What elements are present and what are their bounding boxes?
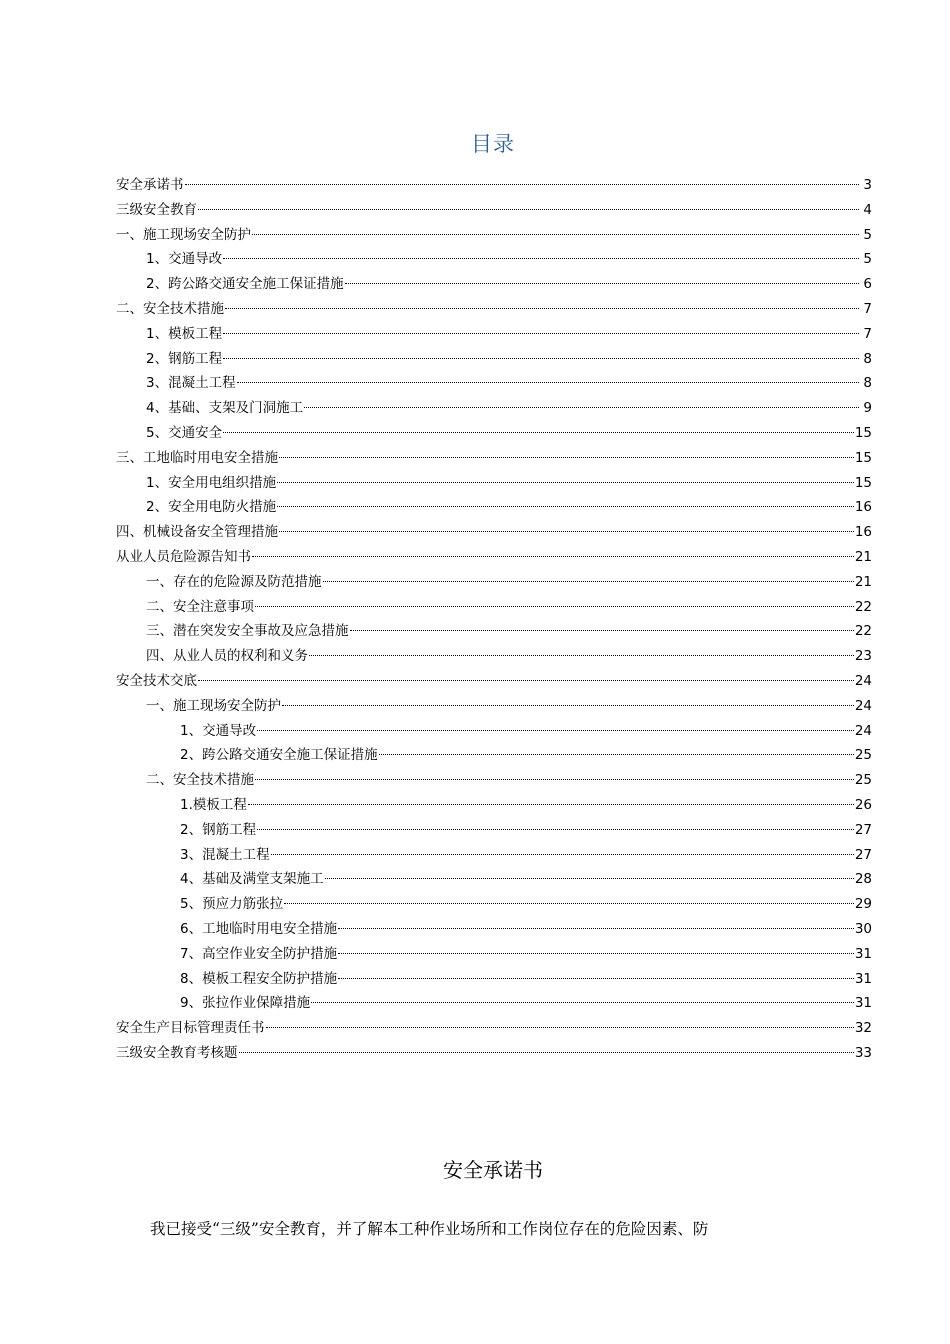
toc-leader-dots xyxy=(255,763,854,780)
toc-leader-dots xyxy=(311,986,854,1003)
toc-leader-dots xyxy=(223,416,854,433)
toc-entry-label: 1、模板工程 xyxy=(146,325,223,342)
toc-entry-page: 15 xyxy=(854,474,872,491)
toc-leader-dots xyxy=(284,887,854,904)
toc-entry-label: 二、安全技术措施 xyxy=(146,772,254,789)
toc-entry-label: 2、钢筋工程 xyxy=(180,821,257,838)
toc-leader-dots xyxy=(309,639,854,656)
toc-entry-label: 1、安全用电组织措施 xyxy=(146,474,277,491)
toc-leader-dots xyxy=(225,292,859,309)
toc-entry-label: 一、存在的危险源及防范措施 xyxy=(146,573,322,590)
toc-entry-label: 3、混凝土工程 xyxy=(146,375,236,392)
toc-entry[interactable] xyxy=(116,1040,872,1065)
toc-entry-page: 15 xyxy=(854,449,872,466)
toc-entry-label: 7、高空作业安全防护措施 xyxy=(180,945,338,962)
toc-leader-dots xyxy=(304,391,859,408)
toc-entry-label: 6、工地临时用电安全措施 xyxy=(180,920,338,937)
toc-entry-page: 16 xyxy=(854,524,872,541)
toc-leader-dots xyxy=(338,937,854,954)
toc-leader-dots xyxy=(279,515,854,532)
toc-leader-dots xyxy=(252,540,854,557)
toc-leader-dots xyxy=(257,813,854,830)
toc-entry-label: 5、预应力筋张拉 xyxy=(180,896,284,913)
toc-entry-label: 1.模板工程 xyxy=(180,796,247,813)
toc-entry-label: 2、跨公路交通安全施工保证措施 xyxy=(180,747,378,764)
toc-leader-dots xyxy=(223,317,859,334)
toc-leader-dots xyxy=(277,466,854,483)
toc-entry-page: 21 xyxy=(854,548,872,565)
toc-entry-label: 2、安全用电防火措施 xyxy=(146,499,277,516)
toc-entry-label: 2、跨公路交通安全施工保证措施 xyxy=(146,276,344,293)
toc-leader-dots xyxy=(223,242,859,259)
toc-entry-page: 27 xyxy=(854,846,872,863)
toc-entry-label: 三、工地临时用电安全措施 xyxy=(116,449,278,466)
toc-leader-dots xyxy=(345,267,859,284)
toc-entry-label: 安全承诺书 xyxy=(116,177,184,193)
toc-entry-label: 1、交通导改 xyxy=(180,722,257,739)
toc-entry-page: 28 xyxy=(854,871,872,888)
toc-entry-page: 32 xyxy=(854,1020,872,1037)
toc-leader-dots xyxy=(198,664,854,681)
toc-entry-page: 5 xyxy=(863,251,872,268)
toc-entry-page: 9 xyxy=(863,400,872,417)
toc-title: 目录 xyxy=(471,132,515,156)
toc-entry-label: 5、交通安全 xyxy=(146,424,223,441)
toc-leader-dots xyxy=(248,788,854,805)
toc-entry-page: 30 xyxy=(854,920,872,937)
toc-leader-dots xyxy=(323,565,854,582)
toc-entry-page: 3 xyxy=(863,177,872,193)
toc-entry-page: 23 xyxy=(854,648,872,665)
toc-entry-page: 21 xyxy=(854,573,872,590)
table-of-contents xyxy=(116,172,872,1065)
toc-leader-dots xyxy=(350,614,854,631)
toc-entry-label: 1、交通导改 xyxy=(146,251,223,268)
toc-entry-page: 7 xyxy=(863,325,872,342)
toc-entry-page: 27 xyxy=(854,821,872,838)
toc-entry-page: 22 xyxy=(854,623,872,640)
toc-entry-page: 31 xyxy=(854,995,872,1012)
toc-leader-dots xyxy=(271,838,854,855)
toc-leader-dots xyxy=(379,738,854,755)
toc-entry-page: 31 xyxy=(854,945,872,962)
toc-entry-label: 3、混凝土工程 xyxy=(180,846,270,863)
toc-entry-page: 15 xyxy=(854,424,872,441)
toc-entry-label: 一、施工现场安全防护 xyxy=(146,697,281,714)
toc-leader-dots xyxy=(279,441,854,458)
toc-entry-page: 25 xyxy=(854,747,872,764)
toc-entry-page: 22 xyxy=(854,598,872,615)
toc-entry-page: 24 xyxy=(854,697,872,714)
toc-entry-label: 四、机械设备安全管理措施 xyxy=(116,524,278,541)
toc-leader-dots xyxy=(325,862,854,879)
toc-entry-page: 33 xyxy=(854,1044,872,1061)
toc-leader-dots xyxy=(338,962,854,979)
toc-leader-dots xyxy=(252,218,859,235)
toc-entry-label: 三级安全教育考核题 xyxy=(116,1044,238,1061)
toc-entry-page: 31 xyxy=(854,970,872,987)
toc-leader-dots xyxy=(237,366,859,383)
toc-entry-page: 8 xyxy=(863,375,872,392)
toc-leader-dots xyxy=(255,590,854,607)
toc-leader-dots xyxy=(198,193,859,210)
toc-entry-label: 2、钢筋工程 xyxy=(146,350,223,367)
toc-entry-page: 16 xyxy=(854,499,872,516)
toc-entry-page: 25 xyxy=(854,772,872,789)
toc-entry-label: 四、从业人员的权利和义务 xyxy=(146,648,308,665)
toc-entry-label: 二、安全技术措施 xyxy=(116,300,224,317)
toc-leader-dots xyxy=(338,912,854,929)
toc-leader-dots xyxy=(185,168,860,185)
toc-entry-label: 4、基础及满堂支架施工 xyxy=(180,871,324,888)
toc-entry-label: 二、安全注意事项 xyxy=(146,598,254,615)
body-paragraph: 我已接受“三级”安全教育，并了解本工种作业场所和工作岗位存在的危险因素、防 xyxy=(150,1220,709,1238)
toc-entry-label: 三、潜在突发安全事故及应急措施 xyxy=(146,623,349,640)
section-title: 安全承诺书 xyxy=(443,1158,543,1182)
toc-leader-dots xyxy=(277,490,854,507)
toc-entry-label: 4、基础、支架及门洞施工 xyxy=(146,400,304,417)
toc-entry-label: 三级安全教育 xyxy=(116,201,197,218)
toc-entry-label: 安全生产目标管理责任书 xyxy=(116,1020,265,1037)
toc-entry-page: 8 xyxy=(863,350,872,367)
toc-leader-dots xyxy=(257,714,854,731)
toc-entry-page: 24 xyxy=(854,722,872,739)
toc-leader-dots xyxy=(223,342,859,359)
toc-entry-label: 从业人员危险源告知书 xyxy=(116,548,251,565)
toc-entry-page: 6 xyxy=(863,276,872,293)
toc-leader-dots xyxy=(282,689,854,706)
toc-entry-page: 26 xyxy=(854,796,872,813)
toc-entry-label: 一、施工现场安全防护 xyxy=(116,226,251,243)
toc-entry-label: 安全技术交底 xyxy=(116,672,197,689)
toc-entry-page: 29 xyxy=(854,896,872,913)
toc-leader-dots xyxy=(239,1036,854,1053)
toc-leader-dots xyxy=(266,1011,854,1028)
toc-entry-label: 9、张拉作业保障措施 xyxy=(180,995,311,1012)
toc-entry-page: 7 xyxy=(863,300,872,317)
toc-entry-page: 24 xyxy=(854,672,872,689)
toc-entry-page: 5 xyxy=(863,226,872,243)
toc-entry-page: 4 xyxy=(863,201,872,218)
toc-entry-label: 8、模板工程安全防护措施 xyxy=(180,970,338,987)
